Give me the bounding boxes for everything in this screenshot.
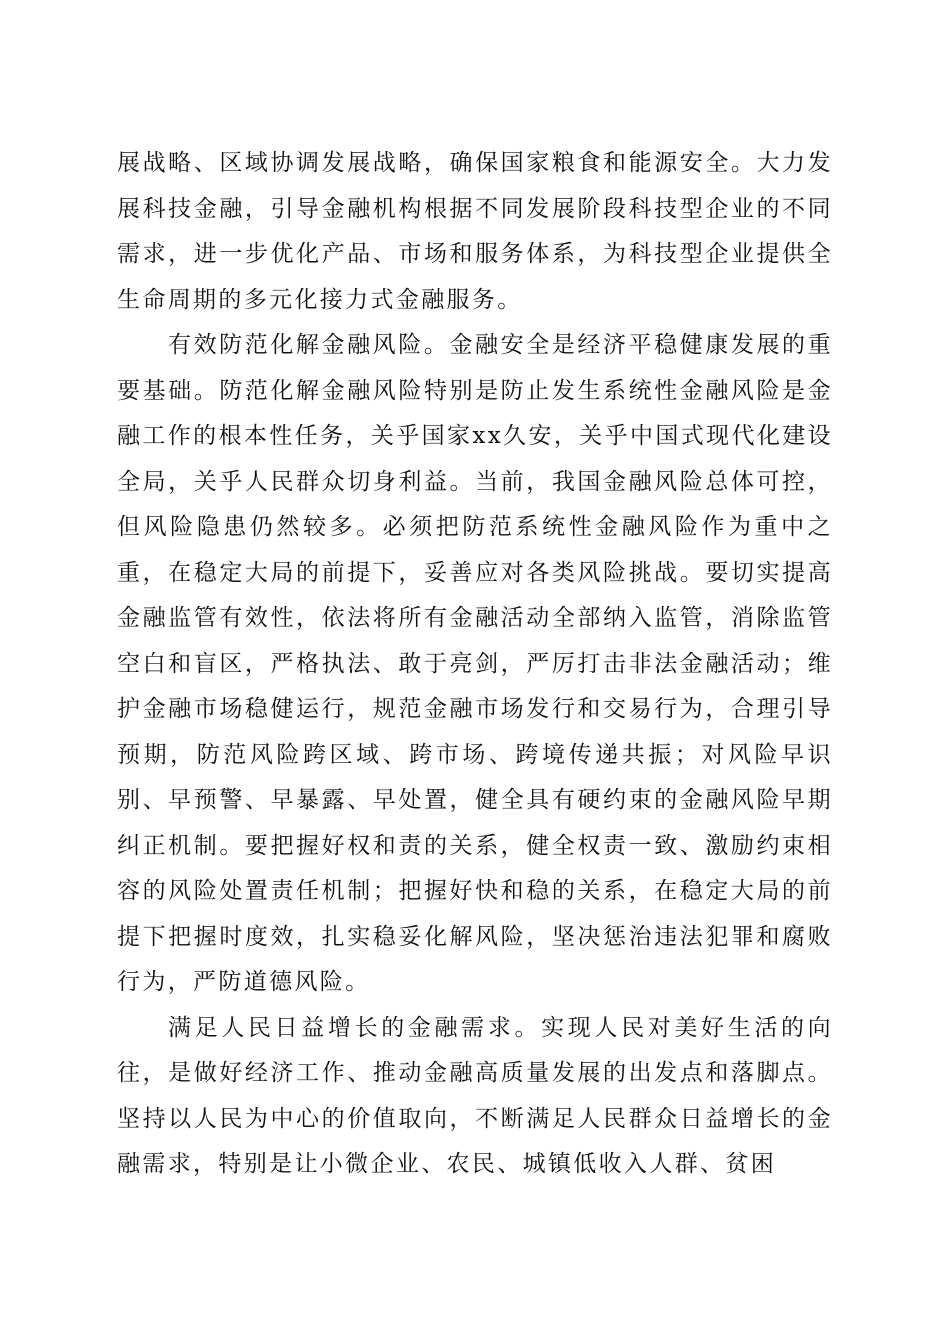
paragraph-continuation: 展战略、区域协调发展战略，确保国家粮食和能源安全。大力发展科技金融，引导金融机构根据不同发展阶段科技型企业的不同需求，进一步优化产品、市场和服务体系，为科技型企业提供全生命周期的多元化接力式金融服务。 xyxy=(117,150,833,313)
paragraph-financial-demand: 满足人民日益增长的金融需求。实现人民对美好生活的向往，是做好经济工作、推动金融高质量发展的出发点和落脚点。坚持以人民为中心的价值取向，不断满足人民群众日益增长的金融需求，特别是让小微企业、农民、城镇低收入人群、贫困 xyxy=(117,1014,833,1177)
paragraph-financial-risk: 有效防范化解金融风险。金融安全是经济平稳健康发展的重要基础。防范化解金融风险特别是防止发生系统性金融风险是金融工作的根本性任务，关乎国家xx久安，关乎中国式现代化建设全局，关乎人民群众切身利益。当前，我国金融风险总体可控，但风险隐患仍然较多。必须把防范系统性金融风险作为重中之重，在稳定大局的前提下，妥善应对各类风险挑战。要切实提高金融监管有效性，依法将所有金融活动全部纳入监管，消除监管空白和盲区，严格执法、敢于亮剑，严厉打击非法金融活动；维护金融市场稳健运行，规范金融市场发行和交易行为，合理引导预期，防范风险跨区域、跨市场、跨境传递共振；对风险早识别、早预警、早暴露、早处置，健全具有硬约束的金融风险早期纠正机制。要把握好权和责的关系，健全权责一致、激励约束相容的风险处置责任机制；把握好快和稳的关系，在稳定大局的前提下把握时度效，扎实稳妥化解风险，坚决惩治违法犯罪和腐败行为，严防道德风险。 xyxy=(117,332,833,995)
document-body xyxy=(117,141,833,1188)
